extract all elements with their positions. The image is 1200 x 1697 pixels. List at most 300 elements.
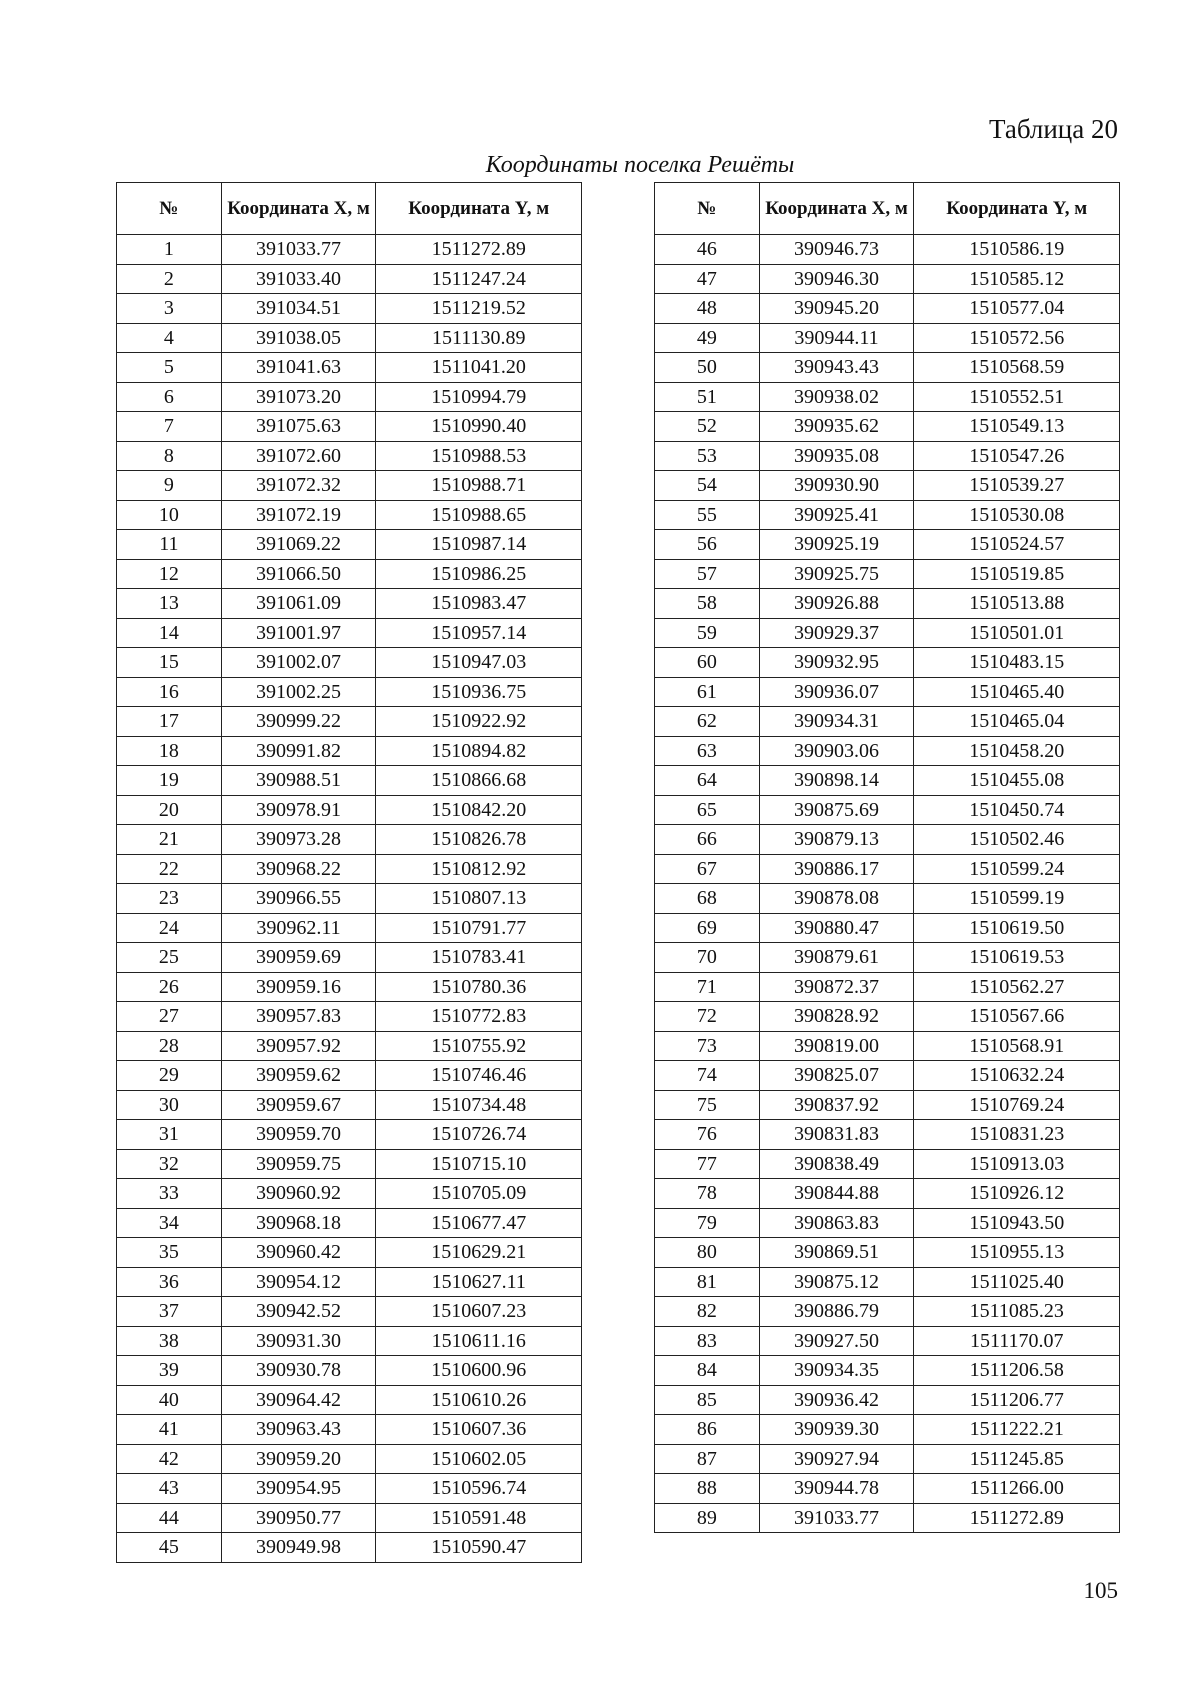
table-row bbox=[655, 441, 1120, 471]
table-row bbox=[117, 1267, 582, 1297]
cell-coordinate-x: 390991.82 bbox=[221, 736, 376, 766]
cell-coordinate-x: 390819.00 bbox=[759, 1031, 914, 1061]
cell-coordinate-y: 1511245.85 bbox=[914, 1444, 1120, 1474]
header-coordinate-y: Координата Y, м bbox=[376, 183, 582, 235]
cell-number: 19 bbox=[117, 766, 222, 796]
cell-number: 59 bbox=[655, 618, 760, 648]
cell-number: 35 bbox=[117, 1238, 222, 1268]
cell-coordinate-x: 390960.42 bbox=[221, 1238, 376, 1268]
cell-coordinate-y: 1510715.10 bbox=[376, 1149, 582, 1179]
cell-coordinate-x: 390875.12 bbox=[759, 1267, 914, 1297]
table-row bbox=[655, 1031, 1120, 1061]
table-row bbox=[117, 1415, 582, 1445]
table-row bbox=[117, 441, 582, 471]
cell-coordinate-y: 1510726.74 bbox=[376, 1120, 582, 1150]
cell-number: 20 bbox=[117, 795, 222, 825]
cell-coordinate-x: 390957.92 bbox=[221, 1031, 376, 1061]
cell-coordinate-x: 390930.78 bbox=[221, 1356, 376, 1386]
cell-coordinate-y: 1510599.19 bbox=[914, 884, 1120, 914]
table-row bbox=[117, 1503, 582, 1533]
cell-coordinate-y: 1510455.08 bbox=[914, 766, 1120, 796]
table-row bbox=[117, 1533, 582, 1563]
cell-number: 86 bbox=[655, 1415, 760, 1445]
table-row bbox=[117, 559, 582, 589]
table-row bbox=[117, 471, 582, 501]
cell-coordinate-y: 1510926.12 bbox=[914, 1179, 1120, 1209]
cell-number: 57 bbox=[655, 559, 760, 589]
cell-coordinate-x: 391002.07 bbox=[221, 648, 376, 678]
cell-coordinate-y: 1511272.89 bbox=[914, 1503, 1120, 1533]
cell-coordinate-x: 391073.20 bbox=[221, 382, 376, 412]
header-row bbox=[117, 183, 582, 235]
cell-coordinate-y: 1511041.20 bbox=[376, 353, 582, 383]
table-row bbox=[655, 825, 1120, 855]
cell-coordinate-y: 1510599.24 bbox=[914, 854, 1120, 884]
cell-number: 7 bbox=[117, 412, 222, 442]
cell-coordinate-y: 1510549.13 bbox=[914, 412, 1120, 442]
cell-number: 32 bbox=[117, 1149, 222, 1179]
cell-number: 80 bbox=[655, 1238, 760, 1268]
table-row bbox=[655, 1120, 1120, 1150]
table-row bbox=[655, 1090, 1120, 1120]
cell-coordinate-x: 390863.83 bbox=[759, 1208, 914, 1238]
cell-coordinate-x: 390959.16 bbox=[221, 972, 376, 1002]
table-row bbox=[117, 589, 582, 619]
cell-coordinate-x: 391072.60 bbox=[221, 441, 376, 471]
cell-number: 25 bbox=[117, 943, 222, 973]
cell-coordinate-x: 391041.63 bbox=[221, 353, 376, 383]
cell-coordinate-y: 1510501.01 bbox=[914, 618, 1120, 648]
table-row bbox=[655, 382, 1120, 412]
table-row bbox=[655, 1149, 1120, 1179]
cell-number: 29 bbox=[117, 1061, 222, 1091]
cell-coordinate-y: 1510943.50 bbox=[914, 1208, 1120, 1238]
cell-number: 17 bbox=[117, 707, 222, 737]
table-row bbox=[117, 1002, 582, 1032]
cell-number: 31 bbox=[117, 1120, 222, 1150]
table-row bbox=[655, 1208, 1120, 1238]
cell-number: 66 bbox=[655, 825, 760, 855]
cell-coordinate-x: 390925.41 bbox=[759, 500, 914, 530]
cell-coordinate-x: 391075.63 bbox=[221, 412, 376, 442]
cell-number: 46 bbox=[655, 235, 760, 265]
table-row bbox=[655, 707, 1120, 737]
table-row bbox=[655, 323, 1120, 353]
cell-coordinate-x: 390968.18 bbox=[221, 1208, 376, 1238]
table-caption: Координаты поселка Решёты bbox=[485, 152, 795, 178]
cell-number: 6 bbox=[117, 382, 222, 412]
cell-coordinate-y: 1510552.51 bbox=[914, 382, 1120, 412]
cell-number: 75 bbox=[655, 1090, 760, 1120]
cell-coordinate-x: 390936.42 bbox=[759, 1385, 914, 1415]
cell-number: 30 bbox=[117, 1090, 222, 1120]
cell-coordinate-x: 390927.50 bbox=[759, 1326, 914, 1356]
table-row bbox=[117, 1031, 582, 1061]
cell-coordinate-y: 1510602.05 bbox=[376, 1444, 582, 1474]
table-row bbox=[117, 707, 582, 737]
table-row bbox=[117, 500, 582, 530]
table-row bbox=[117, 1179, 582, 1209]
cell-number: 41 bbox=[117, 1415, 222, 1445]
cell-number: 61 bbox=[655, 677, 760, 707]
table-row bbox=[117, 648, 582, 678]
cell-coordinate-x: 391034.51 bbox=[221, 294, 376, 324]
cell-number: 58 bbox=[655, 589, 760, 619]
cell-number: 45 bbox=[117, 1533, 222, 1563]
cell-coordinate-x: 390880.47 bbox=[759, 913, 914, 943]
cell-coordinate-y: 1510677.47 bbox=[376, 1208, 582, 1238]
table-row bbox=[655, 913, 1120, 943]
cell-number: 38 bbox=[117, 1326, 222, 1356]
table-row bbox=[655, 353, 1120, 383]
cell-number: 88 bbox=[655, 1474, 760, 1504]
table-row bbox=[655, 766, 1120, 796]
cell-number: 76 bbox=[655, 1120, 760, 1150]
cell-number: 36 bbox=[117, 1267, 222, 1297]
cell-coordinate-y: 1511206.77 bbox=[914, 1385, 1120, 1415]
table-row bbox=[655, 412, 1120, 442]
cell-coordinate-y: 1510957.14 bbox=[376, 618, 582, 648]
cell-coordinate-x: 390949.98 bbox=[221, 1533, 376, 1563]
cell-coordinate-x: 390936.07 bbox=[759, 677, 914, 707]
header-coordinate-x: Координата X, м bbox=[221, 183, 376, 235]
table-row bbox=[117, 1238, 582, 1268]
cell-number: 73 bbox=[655, 1031, 760, 1061]
table-row bbox=[117, 1061, 582, 1091]
cell-coordinate-x: 390968.22 bbox=[221, 854, 376, 884]
cell-coordinate-y: 1510812.92 bbox=[376, 854, 582, 884]
table-row bbox=[117, 1149, 582, 1179]
cell-coordinate-x: 390954.95 bbox=[221, 1474, 376, 1504]
cell-coordinate-y: 1510772.83 bbox=[376, 1002, 582, 1032]
cell-number: 63 bbox=[655, 736, 760, 766]
cell-coordinate-y: 1511025.40 bbox=[914, 1267, 1120, 1297]
cell-coordinate-y: 1510539.27 bbox=[914, 471, 1120, 501]
table-row bbox=[117, 1385, 582, 1415]
cell-coordinate-x: 391069.22 bbox=[221, 530, 376, 560]
cell-number: 23 bbox=[117, 884, 222, 914]
cell-coordinate-y: 1510986.25 bbox=[376, 559, 582, 589]
cell-coordinate-y: 1510513.88 bbox=[914, 589, 1120, 619]
cell-coordinate-x: 391001.97 bbox=[221, 618, 376, 648]
cell-coordinate-y: 1510755.92 bbox=[376, 1031, 582, 1061]
cell-coordinate-y: 1510746.46 bbox=[376, 1061, 582, 1091]
cell-coordinate-y: 1510483.15 bbox=[914, 648, 1120, 678]
cell-coordinate-y: 1510807.13 bbox=[376, 884, 582, 914]
cell-coordinate-x: 390960.92 bbox=[221, 1179, 376, 1209]
cell-coordinate-x: 390999.22 bbox=[221, 707, 376, 737]
table-row bbox=[655, 1267, 1120, 1297]
cell-coordinate-y: 1510607.36 bbox=[376, 1415, 582, 1445]
cell-coordinate-y: 1510913.03 bbox=[914, 1149, 1120, 1179]
cell-coordinate-x: 390935.08 bbox=[759, 441, 914, 471]
cell-coordinate-x: 390966.55 bbox=[221, 884, 376, 914]
cell-coordinate-y: 1510562.27 bbox=[914, 972, 1120, 1002]
table-row bbox=[655, 559, 1120, 589]
cell-coordinate-x: 390944.78 bbox=[759, 1474, 914, 1504]
cell-coordinate-x: 390962.11 bbox=[221, 913, 376, 943]
cell-coordinate-x: 390879.13 bbox=[759, 825, 914, 855]
cell-coordinate-y: 1510619.50 bbox=[914, 913, 1120, 943]
cell-coordinate-x: 390925.75 bbox=[759, 559, 914, 589]
cell-coordinate-x: 390878.08 bbox=[759, 884, 914, 914]
cell-coordinate-x: 390926.88 bbox=[759, 589, 914, 619]
cell-coordinate-x: 390825.07 bbox=[759, 1061, 914, 1091]
cell-number: 3 bbox=[117, 294, 222, 324]
table-row bbox=[117, 825, 582, 855]
table-row bbox=[117, 943, 582, 973]
cell-number: 74 bbox=[655, 1061, 760, 1091]
cell-coordinate-x: 390875.69 bbox=[759, 795, 914, 825]
table-row bbox=[655, 1297, 1120, 1327]
cell-coordinate-y: 1510502.46 bbox=[914, 825, 1120, 855]
cell-number: 11 bbox=[117, 530, 222, 560]
cell-number: 85 bbox=[655, 1385, 760, 1415]
table-number-label: Таблица 20 bbox=[989, 114, 1118, 144]
cell-coordinate-x: 391002.25 bbox=[221, 677, 376, 707]
cell-number: 82 bbox=[655, 1297, 760, 1327]
table-row bbox=[117, 972, 582, 1002]
cell-coordinate-x: 390869.51 bbox=[759, 1238, 914, 1268]
cell-coordinate-x: 390903.06 bbox=[759, 736, 914, 766]
table-row bbox=[655, 648, 1120, 678]
cell-number: 84 bbox=[655, 1356, 760, 1386]
cell-coordinate-x: 390932.95 bbox=[759, 648, 914, 678]
cell-coordinate-x: 390927.94 bbox=[759, 1444, 914, 1474]
cell-coordinate-x: 390959.62 bbox=[221, 1061, 376, 1091]
cell-coordinate-y: 1511206.58 bbox=[914, 1356, 1120, 1386]
cell-coordinate-x: 391072.19 bbox=[221, 500, 376, 530]
cell-coordinate-y: 1510596.74 bbox=[376, 1474, 582, 1504]
cell-coordinate-y: 1510988.53 bbox=[376, 441, 582, 471]
table-row bbox=[655, 1061, 1120, 1091]
cell-number: 56 bbox=[655, 530, 760, 560]
cell-coordinate-y: 1510894.82 bbox=[376, 736, 582, 766]
cell-coordinate-y: 1510607.23 bbox=[376, 1297, 582, 1327]
table-row bbox=[117, 795, 582, 825]
cell-coordinate-y: 1510567.66 bbox=[914, 1002, 1120, 1032]
table-row bbox=[117, 323, 582, 353]
cell-coordinate-x: 390838.49 bbox=[759, 1149, 914, 1179]
cell-coordinate-x: 390973.28 bbox=[221, 825, 376, 855]
cell-coordinate-x: 390957.83 bbox=[221, 1002, 376, 1032]
cell-coordinate-x: 390946.73 bbox=[759, 235, 914, 265]
table-row bbox=[117, 1208, 582, 1238]
cell-coordinate-y: 1510600.96 bbox=[376, 1356, 582, 1386]
cell-coordinate-x: 390959.67 bbox=[221, 1090, 376, 1120]
cell-number: 77 bbox=[655, 1149, 760, 1179]
cell-number: 18 bbox=[117, 736, 222, 766]
cell-number: 72 bbox=[655, 1002, 760, 1032]
table-row bbox=[117, 1297, 582, 1327]
cell-number: 83 bbox=[655, 1326, 760, 1356]
cell-number: 44 bbox=[117, 1503, 222, 1533]
cell-number: 49 bbox=[655, 323, 760, 353]
cell-coordinate-x: 390831.83 bbox=[759, 1120, 914, 1150]
cell-coordinate-y: 1510705.09 bbox=[376, 1179, 582, 1209]
cell-coordinate-x: 390886.17 bbox=[759, 854, 914, 884]
cell-coordinate-x: 390950.77 bbox=[221, 1503, 376, 1533]
cell-number: 22 bbox=[117, 854, 222, 884]
cell-number: 37 bbox=[117, 1297, 222, 1327]
cell-number: 79 bbox=[655, 1208, 760, 1238]
table-row bbox=[655, 1326, 1120, 1356]
table-row bbox=[117, 766, 582, 796]
cell-number: 42 bbox=[117, 1444, 222, 1474]
header-number: № bbox=[655, 183, 760, 235]
table-row bbox=[117, 1356, 582, 1386]
coordinates-table-right bbox=[654, 182, 1120, 1533]
table-row bbox=[655, 884, 1120, 914]
table-row bbox=[655, 972, 1120, 1002]
cell-coordinate-y: 1510783.41 bbox=[376, 943, 582, 973]
cell-number: 70 bbox=[655, 943, 760, 973]
header-number: № bbox=[117, 183, 222, 235]
cell-number: 27 bbox=[117, 1002, 222, 1032]
cell-coordinate-x: 391072.32 bbox=[221, 471, 376, 501]
table-row bbox=[655, 795, 1120, 825]
cell-coordinate-x: 390837.92 bbox=[759, 1090, 914, 1120]
header-row bbox=[655, 183, 1120, 235]
coordinates-table-left bbox=[116, 182, 582, 1563]
cell-number: 50 bbox=[655, 353, 760, 383]
table-row bbox=[117, 264, 582, 294]
cell-coordinate-x: 390959.75 bbox=[221, 1149, 376, 1179]
cell-coordinate-y: 1510524.57 bbox=[914, 530, 1120, 560]
cell-coordinate-y: 1510936.75 bbox=[376, 677, 582, 707]
cell-number: 4 bbox=[117, 323, 222, 353]
table-row bbox=[655, 1503, 1120, 1533]
cell-coordinate-y: 1510629.21 bbox=[376, 1238, 582, 1268]
header-coordinate-x: Координата X, м bbox=[759, 183, 914, 235]
cell-number: 51 bbox=[655, 382, 760, 412]
cell-number: 10 bbox=[117, 500, 222, 530]
table-row bbox=[655, 1179, 1120, 1209]
cell-coordinate-x: 390959.20 bbox=[221, 1444, 376, 1474]
table-row bbox=[117, 1444, 582, 1474]
cell-coordinate-y: 1511222.21 bbox=[914, 1415, 1120, 1445]
table-row bbox=[117, 854, 582, 884]
cell-coordinate-x: 390879.61 bbox=[759, 943, 914, 973]
table-row bbox=[655, 677, 1120, 707]
table-row bbox=[117, 235, 582, 265]
cell-coordinate-y: 1510586.19 bbox=[914, 235, 1120, 265]
cell-coordinate-x: 390935.62 bbox=[759, 412, 914, 442]
table-row bbox=[655, 1002, 1120, 1032]
cell-coordinate-y: 1510530.08 bbox=[914, 500, 1120, 530]
cell-number: 68 bbox=[655, 884, 760, 914]
cell-number: 39 bbox=[117, 1356, 222, 1386]
table-row bbox=[117, 618, 582, 648]
cell-coordinate-y: 1510990.40 bbox=[376, 412, 582, 442]
cell-coordinate-y: 1510769.24 bbox=[914, 1090, 1120, 1120]
cell-coordinate-y: 1510632.24 bbox=[914, 1061, 1120, 1091]
cell-coordinate-y: 1510842.20 bbox=[376, 795, 582, 825]
table-row bbox=[117, 382, 582, 412]
table-row bbox=[655, 589, 1120, 619]
cell-coordinate-x: 390954.12 bbox=[221, 1267, 376, 1297]
table-row bbox=[655, 1356, 1120, 1386]
page-number: 105 bbox=[1083, 1578, 1118, 1603]
cell-coordinate-x: 390886.79 bbox=[759, 1297, 914, 1327]
cell-coordinate-x: 390931.30 bbox=[221, 1326, 376, 1356]
cell-number: 47 bbox=[655, 264, 760, 294]
cell-number: 26 bbox=[117, 972, 222, 1002]
cell-number: 62 bbox=[655, 707, 760, 737]
cell-coordinate-y: 1510734.48 bbox=[376, 1090, 582, 1120]
table-row bbox=[655, 264, 1120, 294]
cell-coordinate-x: 390942.52 bbox=[221, 1297, 376, 1327]
cell-number: 16 bbox=[117, 677, 222, 707]
cell-coordinate-y: 1510988.71 bbox=[376, 471, 582, 501]
table-row bbox=[655, 530, 1120, 560]
cell-number: 33 bbox=[117, 1179, 222, 1209]
cell-coordinate-x: 390944.11 bbox=[759, 323, 914, 353]
cell-coordinate-x: 391033.40 bbox=[221, 264, 376, 294]
table-row bbox=[117, 736, 582, 766]
cell-coordinate-x: 390959.69 bbox=[221, 943, 376, 973]
cell-coordinate-y: 1510922.92 bbox=[376, 707, 582, 737]
cell-number: 81 bbox=[655, 1267, 760, 1297]
cell-number: 5 bbox=[117, 353, 222, 383]
cell-coordinate-x: 391038.05 bbox=[221, 323, 376, 353]
cell-number: 52 bbox=[655, 412, 760, 442]
cell-number: 67 bbox=[655, 854, 760, 884]
cell-number: 60 bbox=[655, 648, 760, 678]
cell-number: 78 bbox=[655, 1179, 760, 1209]
table-row bbox=[655, 1444, 1120, 1474]
cell-coordinate-y: 1510590.47 bbox=[376, 1533, 582, 1563]
header-coordinate-y: Координата Y, м bbox=[914, 183, 1120, 235]
table-row bbox=[117, 913, 582, 943]
table-row bbox=[655, 854, 1120, 884]
cell-coordinate-x: 390943.43 bbox=[759, 353, 914, 383]
cell-coordinate-x: 390939.30 bbox=[759, 1415, 914, 1445]
cell-coordinate-y: 1510780.36 bbox=[376, 972, 582, 1002]
cell-coordinate-x: 390929.37 bbox=[759, 618, 914, 648]
cell-number: 28 bbox=[117, 1031, 222, 1061]
cell-coordinate-x: 390945.20 bbox=[759, 294, 914, 324]
table-row bbox=[117, 294, 582, 324]
cell-coordinate-y: 1511266.00 bbox=[914, 1474, 1120, 1504]
cell-number: 1 bbox=[117, 235, 222, 265]
cell-coordinate-x: 391061.09 bbox=[221, 589, 376, 619]
cell-coordinate-y: 1510791.77 bbox=[376, 913, 582, 943]
cell-number: 54 bbox=[655, 471, 760, 501]
cell-coordinate-y: 1510619.53 bbox=[914, 943, 1120, 973]
cell-number: 34 bbox=[117, 1208, 222, 1238]
cell-number: 9 bbox=[117, 471, 222, 501]
cell-coordinate-y: 1510572.56 bbox=[914, 323, 1120, 353]
cell-coordinate-y: 1510826.78 bbox=[376, 825, 582, 855]
table-row bbox=[117, 1120, 582, 1150]
cell-coordinate-x: 390964.42 bbox=[221, 1385, 376, 1415]
cell-coordinate-y: 1510591.48 bbox=[376, 1503, 582, 1533]
table-row bbox=[117, 412, 582, 442]
cell-coordinate-y: 1510458.20 bbox=[914, 736, 1120, 766]
cell-coordinate-y: 1511085.23 bbox=[914, 1297, 1120, 1327]
cell-number: 8 bbox=[117, 441, 222, 471]
cell-coordinate-y: 1510450.74 bbox=[914, 795, 1120, 825]
cell-coordinate-x: 390988.51 bbox=[221, 766, 376, 796]
table-row bbox=[655, 471, 1120, 501]
cell-coordinate-y: 1510585.12 bbox=[914, 264, 1120, 294]
cell-coordinate-x: 390963.43 bbox=[221, 1415, 376, 1445]
cell-coordinate-y: 1510955.13 bbox=[914, 1238, 1120, 1268]
cell-number: 12 bbox=[117, 559, 222, 589]
cell-coordinate-y: 1511130.89 bbox=[376, 323, 582, 353]
table-row bbox=[117, 1474, 582, 1504]
